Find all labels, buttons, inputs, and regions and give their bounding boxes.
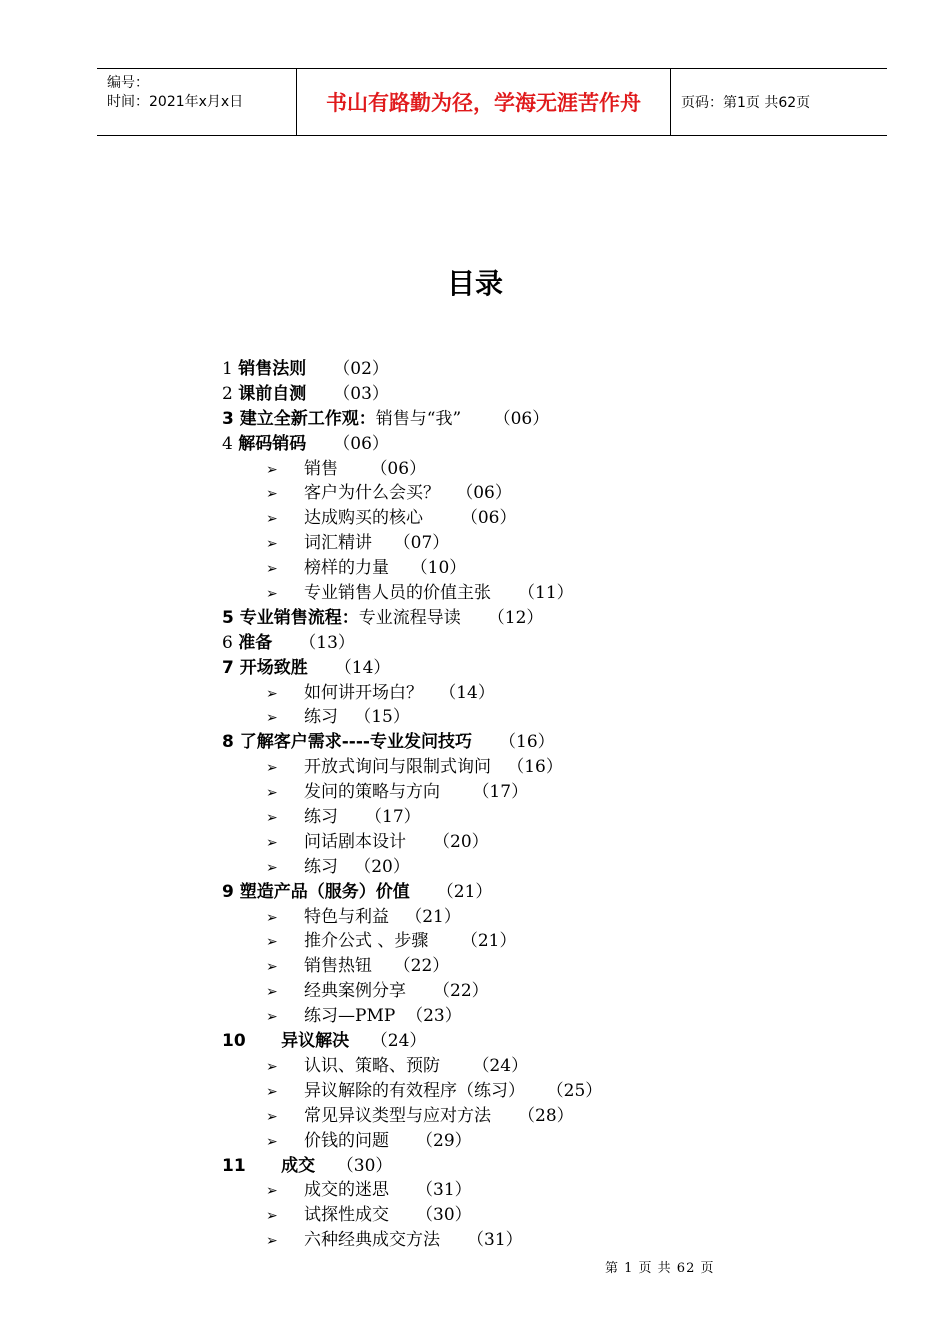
toc-page-number: （20） [433, 831, 489, 852]
arrowhead-bullet-icon: ➢ [266, 909, 278, 926]
arrowhead-bullet-icon: ➢ [266, 685, 278, 702]
toc-gap [389, 1180, 416, 1200]
toc-subitem-text: 专业销售人员的价值主张 [304, 583, 491, 604]
toc-subitem-text: 练习—PMP [304, 1006, 396, 1027]
toc-gap [338, 459, 370, 479]
toc-gap [306, 359, 333, 379]
toc-page-number: （28） [518, 1105, 574, 1126]
toc-gap [389, 558, 411, 578]
arrowhead-bullet-icon: ➢ [266, 810, 278, 827]
header-page-info: 页码：第1页 共62页 [681, 95, 811, 111]
toc-page-number: （15） [354, 707, 410, 728]
toc-subitem-text: 销售热钮 [304, 956, 372, 977]
toc-subitem-text: 异议解除的有效程序（练习） [304, 1080, 525, 1101]
toc-gap [461, 409, 493, 429]
toc-subitem[interactable] [222, 855, 822, 880]
toc-item-title: 11 成交 [222, 1155, 316, 1176]
toc-item-title: 课前自测 [238, 383, 307, 404]
document-header-table [97, 68, 887, 136]
toc-subitem-text: 练习 [304, 856, 338, 877]
arrowhead-bullet-icon: ➢ [266, 1208, 278, 1225]
toc-page-number: （22） [393, 956, 450, 977]
arrowhead-bullet-icon: ➢ [266, 486, 278, 503]
arrowhead-bullet-icon: ➢ [266, 561, 278, 578]
toc-gap [306, 434, 333, 454]
toc-gap [308, 658, 335, 678]
toc-subitem[interactable] [222, 905, 822, 930]
toc-subitem-text: 达成购买的核心 [304, 508, 423, 529]
toc-gap [461, 608, 488, 628]
toc-subitem[interactable] [222, 929, 822, 954]
toc-subitem[interactable] [222, 481, 822, 506]
toc-subitem-text: 词汇精讲 [304, 533, 372, 554]
toc-subitem-text: 推介公式 、步骤 [304, 931, 429, 952]
toc-subitem[interactable] [222, 457, 822, 482]
toc-gap [372, 533, 394, 553]
toc-page-number: （21） [405, 906, 461, 927]
toc-subitem-text: 经典案例分享 [304, 981, 406, 1002]
toc-subitem[interactable] [222, 1054, 822, 1079]
arrowhead-bullet-icon: ➢ [266, 1183, 278, 1200]
toc-page-number: （06） [333, 433, 389, 454]
toc-item[interactable] [222, 1154, 822, 1179]
toc-gap [428, 931, 460, 951]
toc-page-number: （20） [354, 856, 410, 877]
arrowhead-bullet-icon: ➢ [266, 710, 278, 727]
toc-gap [395, 1006, 406, 1026]
toc-page-number: （22） [433, 981, 489, 1002]
arrowhead-bullet-icon: ➢ [266, 859, 278, 876]
toc-page-number: （06） [370, 458, 427, 479]
code-label: 编号： [107, 75, 149, 91]
arrowhead-bullet-icon: ➢ [266, 1058, 278, 1075]
toc-page-number: （06） [456, 483, 512, 504]
toc-page-number: （17） [472, 782, 529, 803]
toc-gap [491, 1106, 518, 1126]
toc-item-title: 准备 [238, 632, 273, 653]
toc-gap [525, 1081, 547, 1101]
toc-page-number: （29） [416, 1130, 472, 1151]
toc-subitem-text: 常见异议类型与应对方法 [304, 1105, 491, 1126]
toc-item-title: 解码销码 [238, 433, 307, 454]
toc-subitem-text: 特色与利益 [304, 906, 389, 927]
arrowhead-bullet-icon: ➢ [266, 959, 278, 976]
toc-subitem[interactable] [222, 954, 822, 979]
toc-gap [423, 508, 461, 528]
toc-gap [491, 583, 518, 603]
toc-page-number: （11） [518, 583, 574, 604]
toc-subitem[interactable] [222, 705, 822, 730]
toc-subitem[interactable] [222, 780, 822, 805]
toc-page-number: （17） [365, 807, 421, 828]
toc-page-number: （16） [507, 757, 563, 778]
page-title: 目录 [446, 267, 503, 300]
toc-gap [440, 782, 472, 802]
toc-gap [306, 384, 333, 404]
toc-item[interactable] [222, 432, 822, 457]
header-meta-cell [97, 69, 297, 135]
toc-gap [423, 683, 439, 703]
toc-subitem-text: 榜样的力量 [304, 558, 389, 579]
toc-subitem[interactable] [222, 531, 822, 556]
toc-subitem-text: 开放式询问与限制式询问 [304, 757, 491, 778]
toc-page-number: （31） [467, 1230, 523, 1251]
toc-page-number: （16） [499, 732, 555, 753]
toc-page-number: （30） [416, 1205, 472, 1226]
toc-subitem-text: 销售 [304, 458, 338, 479]
toc-item-number: 6 [222, 632, 239, 653]
toc-subitem-text: 练习 [304, 807, 338, 828]
time-label: 时间：2021年x月x日 [107, 94, 244, 110]
toc-item[interactable] [222, 730, 822, 755]
toc-subitem-text: 问话剧本设计 [304, 831, 406, 852]
toc-subitem[interactable] [222, 830, 822, 855]
toc-subitem-text: 发问的策略与方向 [304, 782, 440, 803]
toc-item-title: 销售法则 [238, 359, 307, 379]
toc-item-title: 7 开场致胜 [222, 657, 308, 678]
toc-subitem[interactable] [222, 1129, 822, 1154]
toc-gap [338, 807, 365, 827]
toc-page-number: （21） [436, 881, 493, 902]
toc-subitem[interactable] [222, 681, 822, 706]
toc-page-number: （03） [333, 383, 389, 404]
toc-page-number: （24） [370, 1031, 427, 1052]
toc-subitem-text: 价钱的问题 [304, 1130, 389, 1151]
toc-gap [472, 732, 499, 752]
toc-gap [491, 757, 507, 777]
toc-subitem[interactable] [222, 506, 822, 531]
toc-gap [410, 882, 437, 902]
arrowhead-bullet-icon: ➢ [266, 1108, 278, 1125]
toc-page-number: （21） [460, 931, 517, 952]
toc-item[interactable] [222, 357, 822, 382]
toc-subitem[interactable] [222, 1203, 822, 1228]
toc-gap [349, 1031, 371, 1051]
toc-page-number: （14） [439, 682, 495, 703]
toc-subitem[interactable] [222, 805, 822, 830]
toc-item-title: 10 异议解决 [222, 1031, 350, 1052]
arrowhead-bullet-icon: ➢ [266, 586, 278, 603]
arrowhead-bullet-icon: ➢ [266, 934, 278, 951]
arrowhead-bullet-icon: ➢ [266, 760, 278, 777]
toc-gap [338, 707, 354, 727]
toc-subitem[interactable] [222, 1228, 822, 1253]
toc-item-subtitle: 销售与“我” [375, 408, 462, 429]
toc-page-number: （14） [334, 657, 391, 678]
toc-item-number: 2 [222, 383, 239, 404]
toc-subitem[interactable] [222, 1178, 822, 1203]
toc-subitem-text: 六种经典成交方法 [304, 1230, 440, 1251]
arrowhead-bullet-icon: ➢ [266, 461, 278, 478]
arrowhead-bullet-icon: ➢ [266, 1233, 278, 1250]
toc-item-subtitle: 专业流程导读 [358, 607, 461, 628]
toc-subitem-text: 如何讲开场白？ [304, 682, 423, 703]
arrowhead-bullet-icon: ➢ [266, 834, 278, 851]
arrowhead-bullet-icon: ➢ [266, 1083, 278, 1100]
toc-subitem[interactable] [222, 1104, 822, 1129]
header-motto: 书山有路勤为径，学海无涯苦作舟 [297, 69, 671, 135]
arrowhead-bullet-icon: ➢ [266, 785, 278, 802]
toc-item[interactable] [222, 382, 822, 407]
toc-item[interactable] [222, 880, 822, 905]
toc-gap [406, 981, 433, 1001]
toc-gap [338, 857, 354, 877]
toc-item[interactable] [222, 407, 822, 432]
toc-subitem[interactable] [222, 1004, 822, 1029]
toc-subitem[interactable] [222, 979, 822, 1004]
toc-item-title: 9 塑造产品（服务）价值 [222, 881, 410, 902]
toc-item[interactable] [222, 656, 822, 681]
toc-gap [272, 633, 299, 653]
toc-page-number: （25） [546, 1080, 603, 1101]
toc-subitem[interactable] [222, 755, 822, 780]
toc-item-title: 8 了解客户需求----专业发问技巧 [222, 732, 472, 753]
toc-subitem[interactable] [222, 581, 822, 606]
arrowhead-bullet-icon: ➢ [266, 536, 278, 553]
toc-gap [389, 1131, 416, 1151]
toc-page-number: （24） [472, 1055, 529, 1076]
toc-page-number: （23） [406, 1006, 462, 1027]
toc-gap [389, 907, 405, 927]
toc-subitem-text: 认识、策略、预防 [304, 1055, 440, 1076]
toc-gap [406, 832, 433, 852]
toc-gap [315, 1156, 337, 1176]
toc-subitem-text: 试探性成交 [304, 1205, 389, 1226]
toc-gap [372, 956, 394, 976]
toc-gap [440, 1230, 467, 1250]
toc-gap [440, 483, 456, 503]
arrowhead-bullet-icon: ➢ [266, 984, 278, 1001]
toc-page-number: （30） [336, 1155, 393, 1176]
table-of-contents [222, 357, 822, 1253]
toc-gap [440, 1056, 472, 1076]
toc-page-number: （12） [487, 607, 544, 628]
arrowhead-bullet-icon: ➢ [266, 1133, 278, 1150]
arrowhead-bullet-icon: ➢ [266, 1009, 278, 1026]
toc-item[interactable] [222, 1029, 822, 1054]
toc-page-number: （06） [460, 508, 517, 529]
toc-page-number: （31） [416, 1180, 472, 1201]
toc-item-title: 3 建立全新工作观： [222, 408, 376, 429]
page-footer: 第 1 页 共 62 页 [605, 1261, 715, 1276]
toc-page-number: （07） [393, 533, 450, 554]
toc-item-title: 5 专业销售流程： [222, 607, 359, 628]
toc-subitem-text: 练习 [304, 707, 338, 728]
toc-subitem[interactable] [222, 556, 822, 581]
toc-item[interactable] [222, 631, 822, 656]
toc-subitem[interactable] [222, 1079, 822, 1104]
toc-item[interactable] [222, 606, 822, 631]
toc-page-number: （10） [410, 558, 467, 579]
toc-item-number: 1 [222, 359, 239, 379]
arrowhead-bullet-icon: ➢ [266, 511, 278, 528]
toc-item-number: 4 [222, 433, 239, 454]
toc-page-number: （13） [299, 632, 355, 653]
toc-page-number: （02） [333, 359, 389, 379]
toc-page-number: （06） [493, 408, 550, 429]
toc-subitem-text: 成交的迷思 [304, 1180, 389, 1201]
toc-subitem-text: 客户为什么会买？ [304, 483, 440, 504]
toc-gap [389, 1205, 416, 1225]
